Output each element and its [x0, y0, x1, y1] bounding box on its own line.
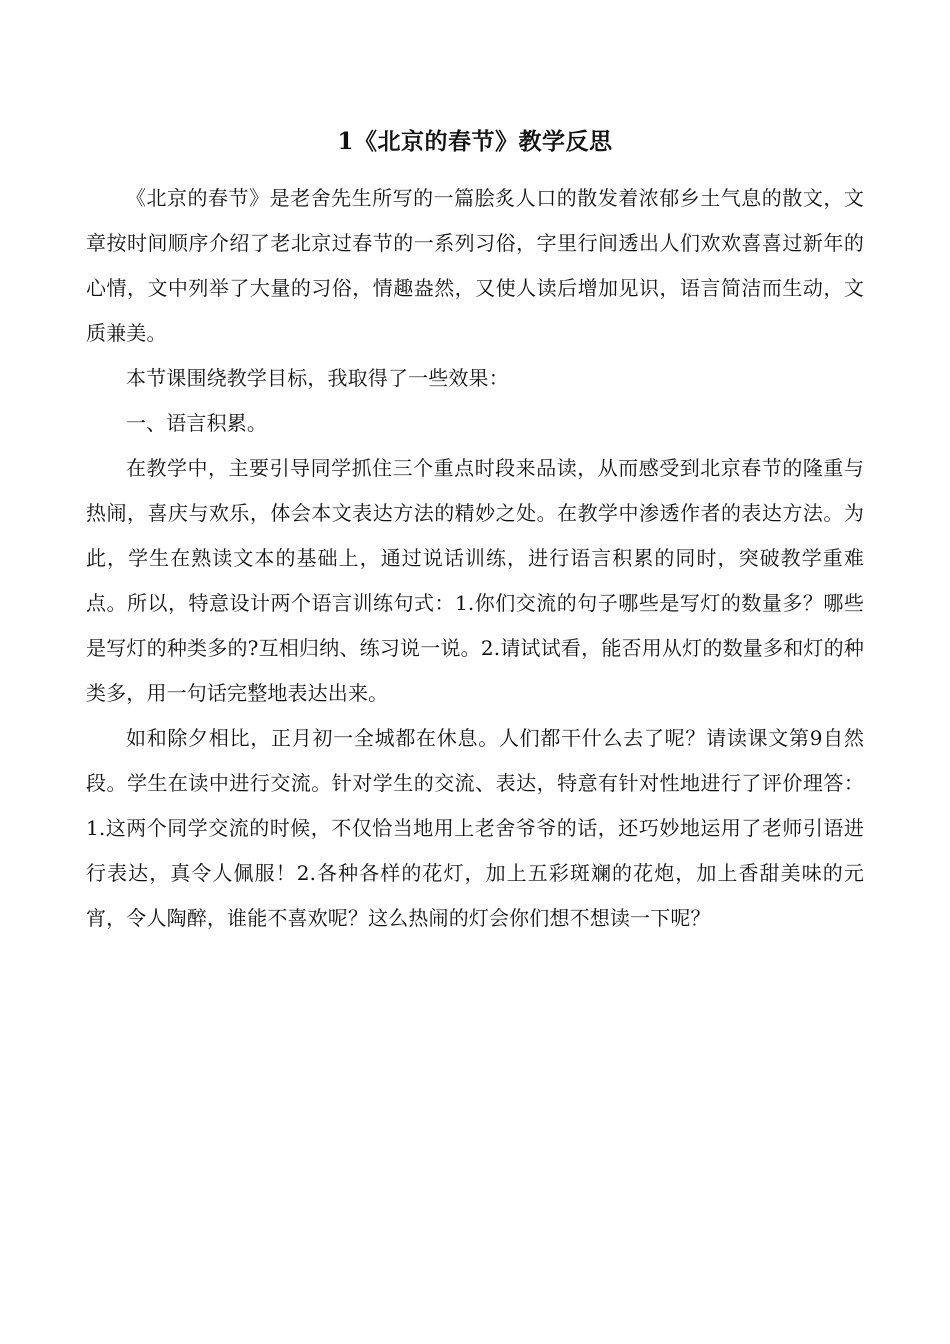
paragraph-new-year-day: 如和除夕相比，正月初一全城都在休息。人们都干什么去了呢？请读课文第9自然段。学生在读中进行交流。针对学生的交流、表达，特意有针对性地进行了评价理答：1.这两个同学交流的时候，不仅恰当地用上老舍爷爷的话，还巧妙地运用了老师引语进行表达，真令人佩服！2.各种各样的花灯，加上五彩斑斓的花炮，加上香甜美味的元宵，令人陶醉，谁能不喜欢呢？这么热闹的灯会你们想不想读一下呢？	[86, 726, 864, 930]
paragraph-effects-lead: 本节课围绕教学目标，我取得了一些效果：	[126, 366, 509, 390]
document-title: 1《北京的春节》教学反思	[337, 128, 613, 155]
section-heading-language-accumulation: 一、语言积累。	[126, 411, 268, 435]
paragraph-teaching-method: 在教学中，主要引导同学抓住三个重点时段来品读，从而感受到北京春节的隆重与热闹，喜庆与欢乐，体会本文表达方法的精妙之处。在教学中渗透作者的表达方法。为此，学生在熟读文本的基础上，通过说话训练，进行语言积累的同时，突破教学重难点。所以，特意设计两个语言训练句式：1.你们交流的句子哪些是写灯的数量多？哪些是写灯的种类多的?互相归纳、练习说一说。2.请试试看，能否用从灯的数量多和灯的种类多，用一句话完整地表达出来。	[86, 456, 864, 705]
document-body	[86, 176, 864, 941]
paragraph-intro: 《北京的春节》是老舍先生所写的一篇脍炙人口的散发着浓郁乡土气息的散文，文章按时间顺序介绍了老北京过春节的一系列习俗，字里行间透出人们欢欢喜喜过新年的心情，文中列举了大量的习俗，情趣盎然，又使人读后增加见识，语言简洁而生动，文质兼美。	[86, 186, 864, 345]
